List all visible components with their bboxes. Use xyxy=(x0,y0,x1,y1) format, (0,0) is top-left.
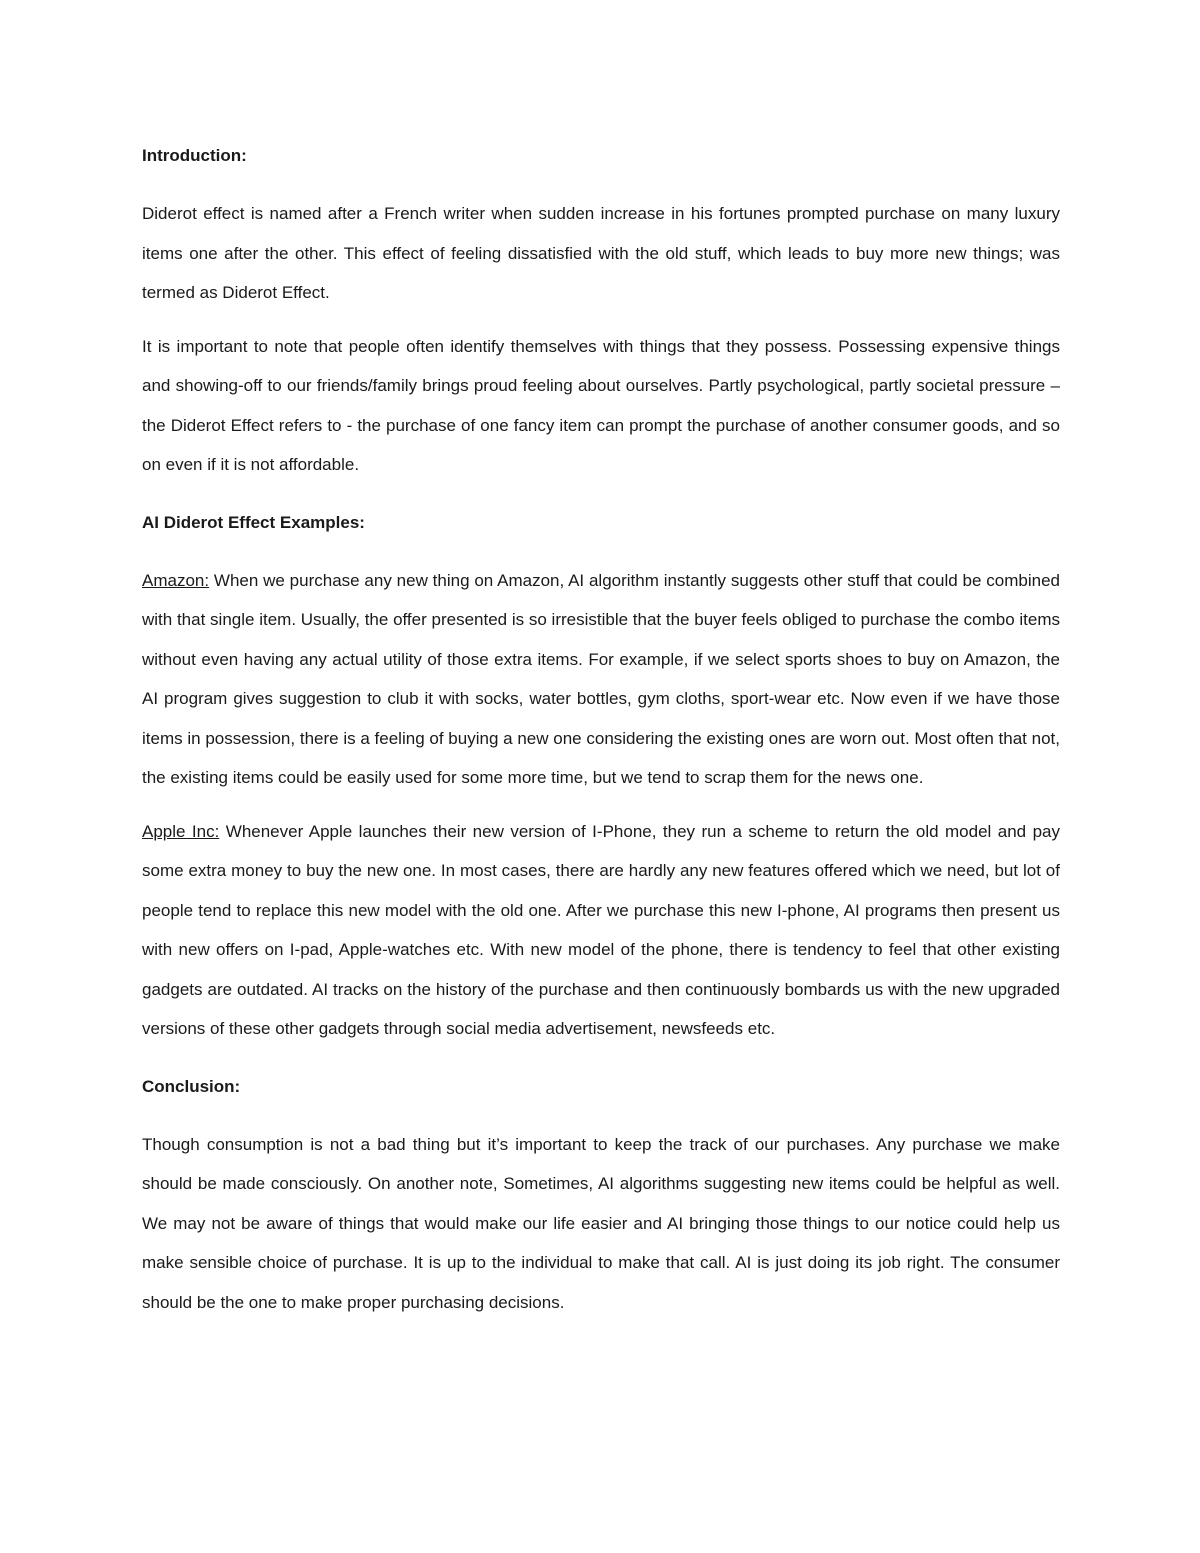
apple-example-text: Whenever Apple launches their new version of I-Phone, they run a scheme to return the old model and pay some extra money to buy the new one. In most cases, there are hardly any new features offered which we need, but lot of people tend to replace this new model with the old one. After we purchase this new I-phone, AI programs then present us with new offers on I-pad, Apple-watches etc. With new model of the phone, there is tendency to feel that other existing gadgets are outdated. AI tracks on the history of the purchase and then continuously bombards us with the new upgraded versions of these other gadgets through social media advertisement, newsfeeds etc. xyxy=(142,821,1060,1038)
introduction-heading: Introduction: xyxy=(142,146,247,165)
document-page xyxy=(142,140,1060,1336)
introduction-paragraph-1: Diderot effect is named after a French writer when sudden increase in his fortunes prompted purchase on many luxury items one after the other. This effect of feeling dissatisfied with the old stuff, which leads to buy more new things; was termed as Diderot Effect. xyxy=(142,204,1060,302)
conclusion-paragraph: Though consumption is not a bad thing but it’s important to keep the track of our purchases. Any purchase we make should be made consciously. On another note, Sometimes, AI algorithms suggesting new items could be helpful as well. We may not be aware of things that would make our life easier and AI bringing those things to our notice could help us make sensible choice of purchase. It is up to the individual to make that call. AI is just doing its job right. The consumer should be the one to make proper purchasing decisions. xyxy=(142,1134,1060,1312)
apple-example-paragraph xyxy=(142,812,1060,1049)
apple-label: Apple Inc: xyxy=(142,821,220,841)
conclusion-heading: Conclusion: xyxy=(142,1076,241,1096)
amazon-example-text: When we purchase any new thing on Amazon, AI algorithm instantly suggests other stuff that could be combined with that single item. Usually, the offer presented is so irresistible that the buyer feels obliged to purchase the combo items without even having any actual utility of those extra items. For example, if we select sports shoes to buy on Amazon, the AI program gives suggestion to club it with socks, water bottles, gym cloths, sport-wear etc. Now even if we have those items in possession, there is a feeling of buying a new one considering the existing ones are worn out. Most often that not, the existing items could be easily used for some more time, but we tend to scrap them for the news one. xyxy=(142,570,1060,787)
amazon-label: Amazon: xyxy=(142,570,210,590)
examples-heading: AI Diderot Effect Examples: xyxy=(142,512,365,532)
amazon-example-paragraph xyxy=(142,561,1060,798)
introduction-paragraph-2: It is important to note that people often identify themselves with things that they possess. Possessing expensive things and showing-off to our friends/family brings proud feeling about ourselves. Partly psychological, partly societal pressure – the Diderot Effect refers to - the purchase of one fancy item can prompt the purchase of another consumer goods, and so on even if it is not affordable. xyxy=(142,336,1060,474)
